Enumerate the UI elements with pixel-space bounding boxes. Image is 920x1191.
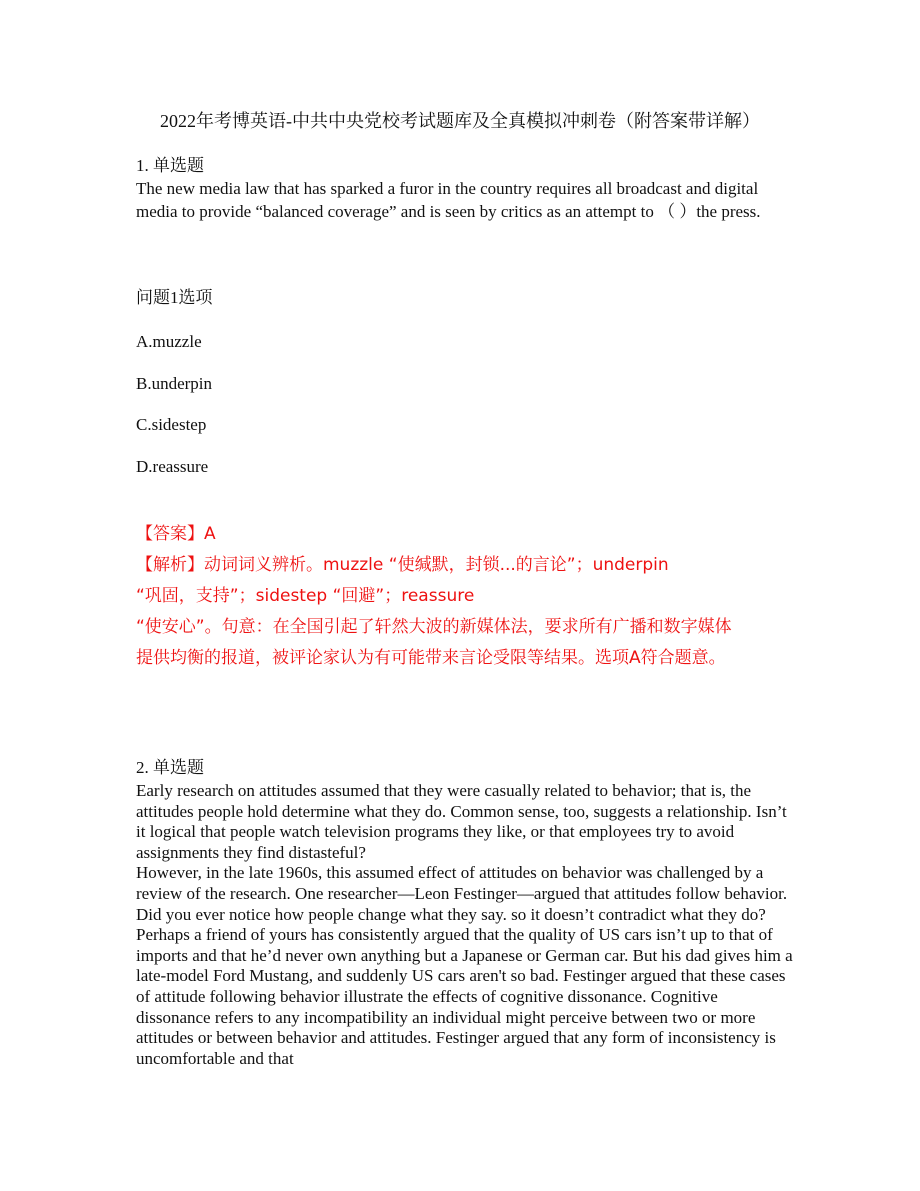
question-1-options-label: 问题1选项 <box>136 288 213 307</box>
option-c: C.sidestep <box>136 415 207 434</box>
analysis-line-4: 提供均衡的报道，被评论家认为有可能带来言论受限等结果。选项A符合题意。 <box>136 648 726 668</box>
passage-paragraph-1: Early research on attitudes assumed that they were casually related to behavior; that is, the attitudes people hold determine what they do. Common sense, too, suggests a relationship. Isn’t it logical that people watch television programs they like, or that employees try to avoid assignments they find distasteful? <box>136 781 787 862</box>
question-2-passage <box>136 781 796 1069</box>
question-1-stem <box>136 177 796 223</box>
question-1-stem-text: The new media law that has sparked a furor in the country requires all broadcast and digital media to provide “balanced coverage” and is seen by critics as an attempt to （ ）the press. <box>136 179 761 221</box>
option-d: D.reassure <box>136 457 209 476</box>
passage-paragraph-2: However, in the late 1960s, this assumed effect of attitudes on behavior was challenged by a review of the research. One researcher—Leon Festinger—argued that attitudes follow behavior. Did you ever notice how people change what they say. so it doesn’t contradict what they do? Perhaps a friend of yours has consistently argued that the quality of US cars isn’t up to that of imports and that he’d never own anything but a Japanese or German car. But his dad gives him a late-model Ford Mustang, and suddenly US cars aren't so bad. Festinger argued that these cases of attitude following behavior illustrate the effects of cognitive dissonance. Cognitive dissonance refers to any incompatibility an individual might perceive between two or more attitudes or between behavior and attitudes. Festinger argued that any form of inconsistency is uncomfortable and that <box>136 863 793 1068</box>
question-1-answer-block <box>136 519 796 674</box>
analysis-line-1: 【解析】动词词义辨析。muzzle “使缄默，封锁...的言论”；underpin <box>136 555 669 575</box>
answer-line: 【答案】A <box>136 524 216 544</box>
document-title: 2022年考博英语-中共中央党校考试题库及全真模拟冲刺卷（附答案带详解） <box>160 111 760 131</box>
question-2-header: 2. 单选题 <box>136 758 204 777</box>
analysis-line-2: “巩固，支持”；sidestep “回避”；reassure <box>136 586 475 606</box>
analysis-line-3: “使安心”。句意：在全国引起了轩然大波的新媒体法，要求所有广播和数字媒体 <box>136 617 732 637</box>
option-a: A.muzzle <box>136 332 202 351</box>
question-1-header: 1. 单选题 <box>136 156 204 175</box>
option-b: B.underpin <box>136 374 213 393</box>
